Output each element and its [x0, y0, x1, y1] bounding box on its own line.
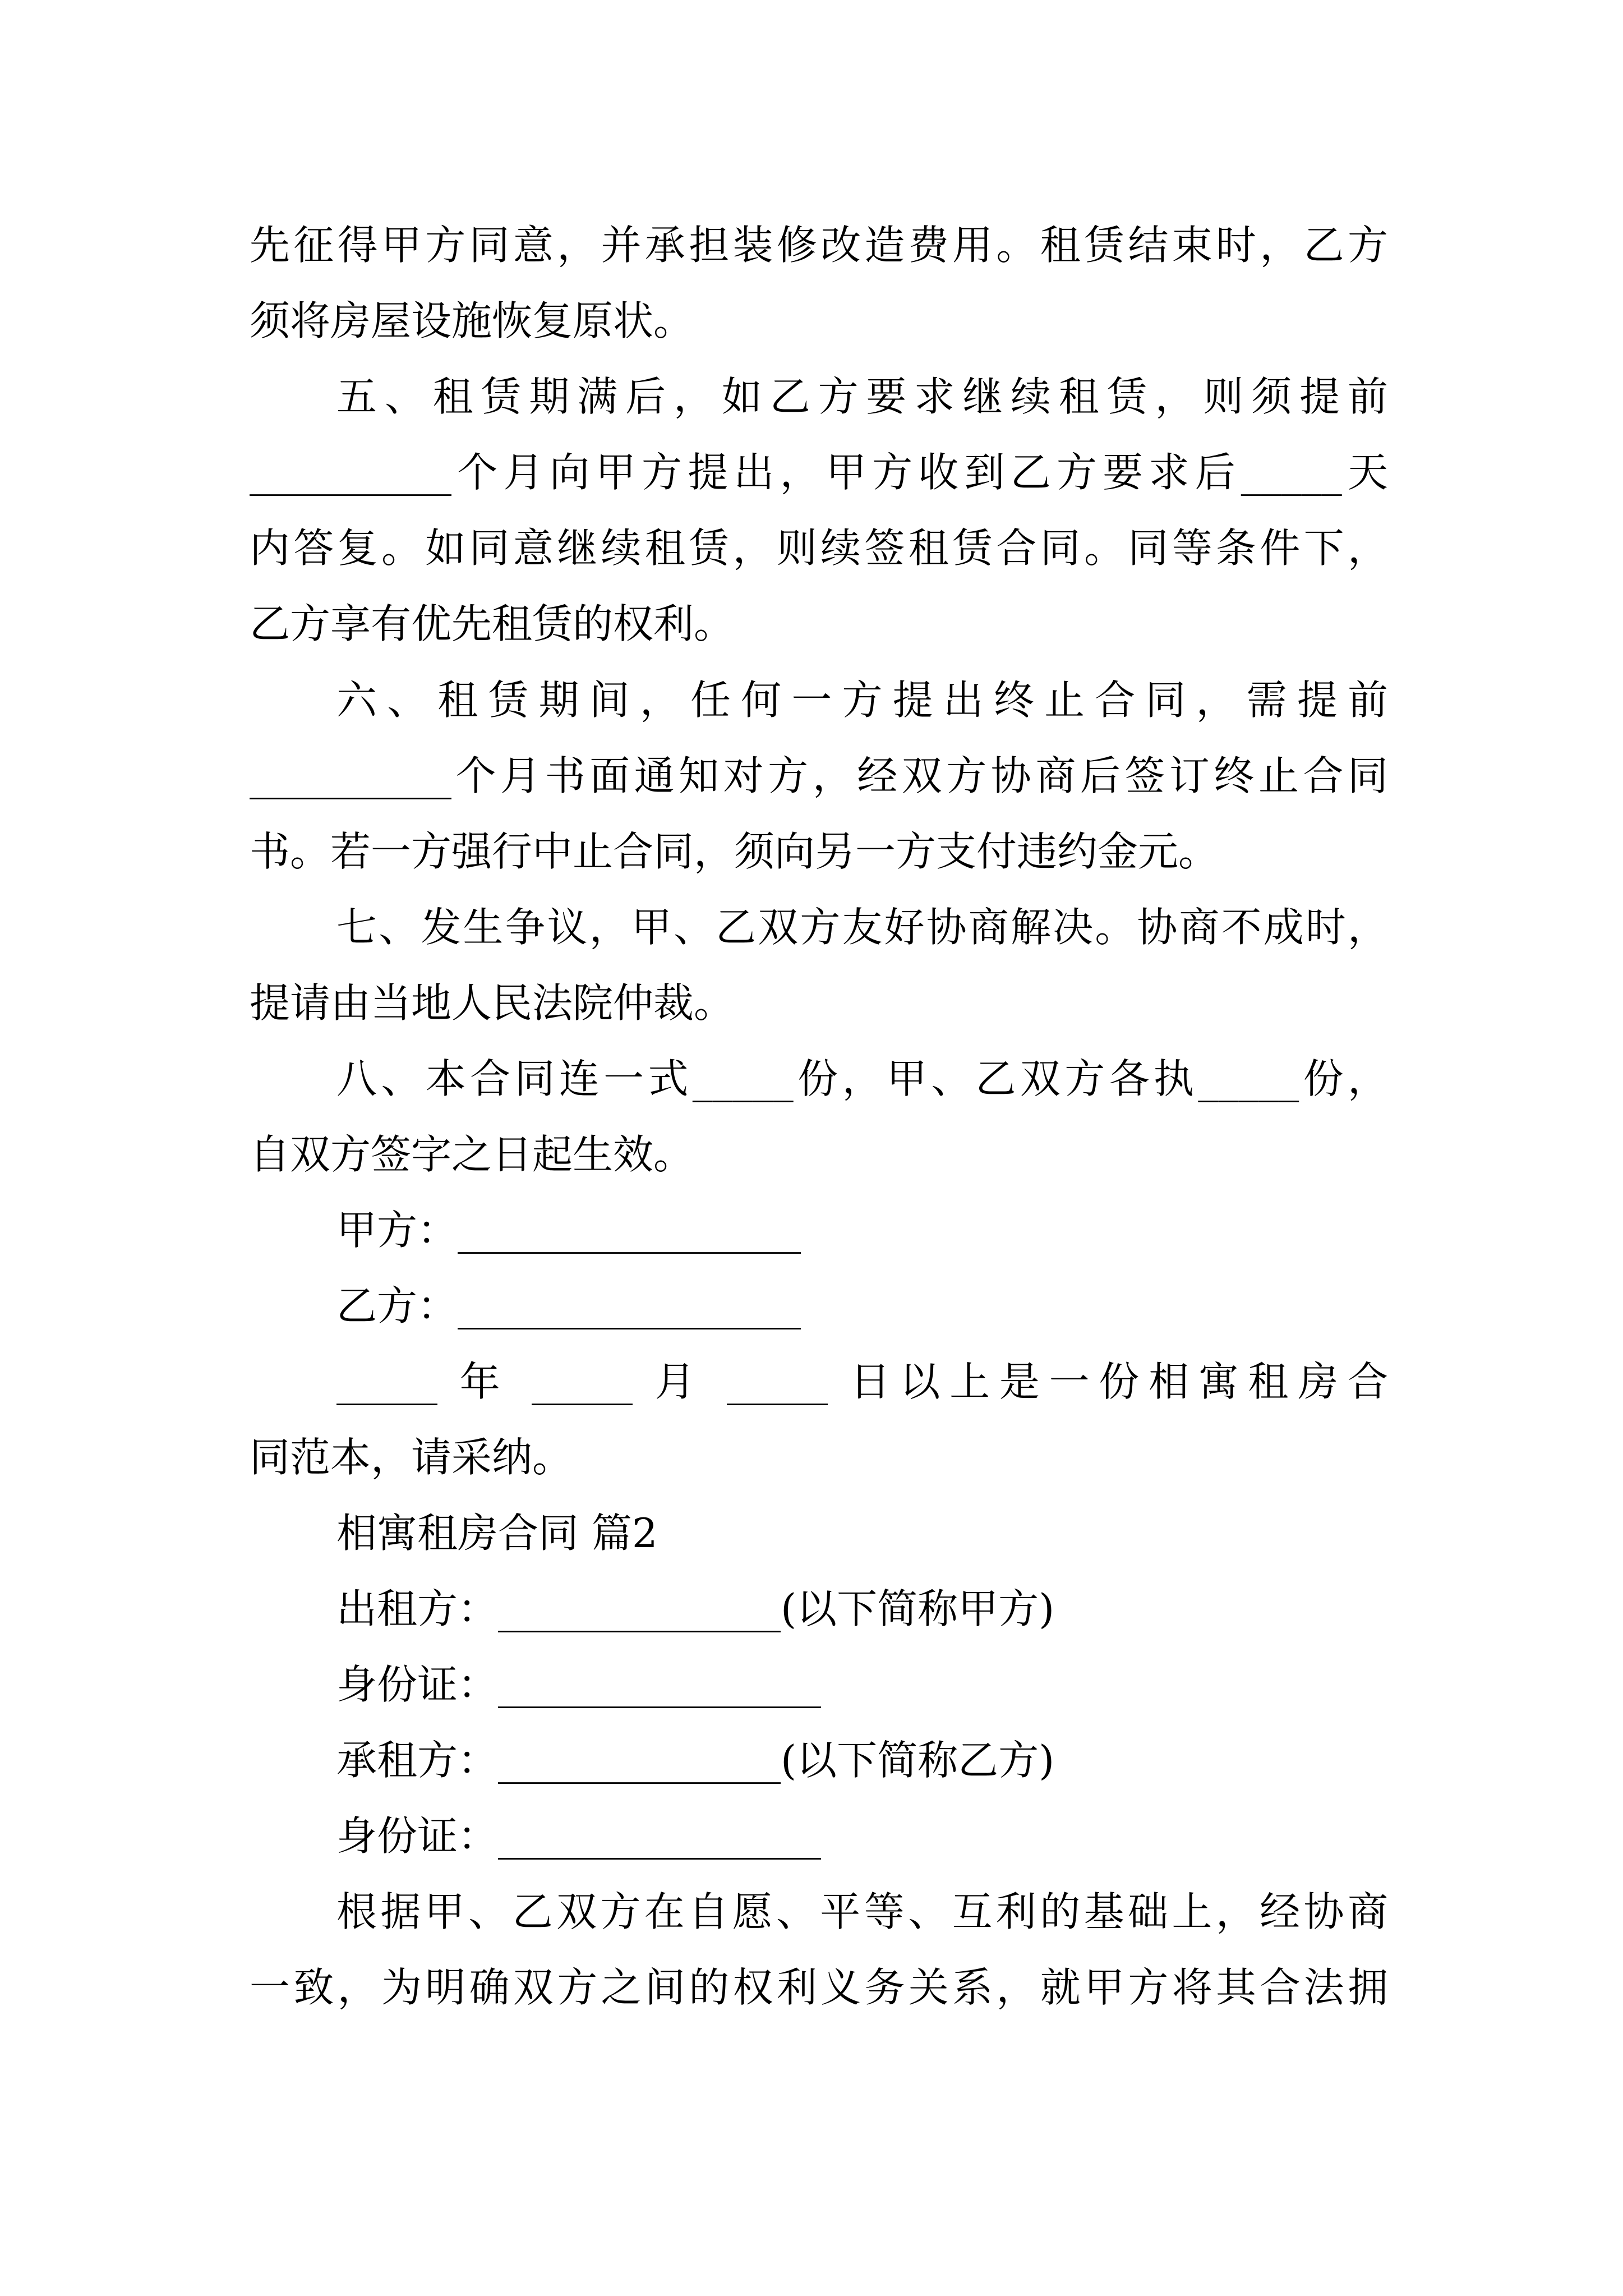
text-line: 书。若一方强行中止合同，须向另一方支付违约金元。 [250, 828, 1219, 875]
text-line: 须将房屋设施恢复原状。 [250, 297, 694, 344]
clause-5-heading: 五、租赁期满后，如乙方要求继续租赁，则须提前 [336, 373, 1388, 420]
text-line: 内答复。如同意继续租赁，则续签租赁合同。同等条件下， [250, 524, 1388, 572]
party-b-signature-line: 乙方：_________________ [336, 1282, 801, 1329]
text-line: 提请由当地人民法院仲裁。 [250, 979, 735, 1027]
text-line: 先征得甲方同意，并承担装修改造费用。租赁结束时，乙方 [250, 222, 1388, 269]
preamble-line: 根据甲、乙双方在自愿、平等、互利的基础上，经协商 [336, 1888, 1388, 1935]
party-a-signature-line: 甲方：_________________ [336, 1207, 801, 1254]
text-line: 同范本，请采纳。 [250, 1434, 573, 1481]
text-line: __________个月书面通知对方，经双方协商后签订终止合同 [250, 752, 1388, 799]
section-title: 相寓租房合同 篇2 [336, 1510, 658, 1557]
lessee-line: 承租方：______________(以下简称乙方) [336, 1737, 1055, 1784]
text-line: 一致，为明确双方之间的权利义务关系，就甲方将其合法拥 [250, 1964, 1388, 2011]
lessee-id-line: 身份证：________________ [336, 1812, 822, 1860]
lessor-line: 出租方：______________(以下简称甲方) [336, 1585, 1055, 1632]
clause-6-heading: 六、租赁期间，任何一方提出终止合同，需提前 [336, 677, 1388, 724]
date-line: _____ 年 _____ 月 _____ 日以上是一份相寓租房合 [336, 1358, 1388, 1405]
text-line: 乙方享有优先租赁的权利。 [250, 600, 735, 647]
clause-8-heading: 八、本合同连一式_____份，甲、乙双方各执_____份， [336, 1055, 1388, 1102]
text-line: __________个月向甲方提出，甲方收到乙方要求后_____天 [250, 449, 1388, 496]
lessor-id-line: 身份证：________________ [336, 1661, 822, 1708]
text-line: 自双方签字之日起生效。 [250, 1131, 694, 1178]
clause-7-heading: 七、发生争议，甲、乙双方友好协商解决。协商不成时， [336, 904, 1388, 951]
